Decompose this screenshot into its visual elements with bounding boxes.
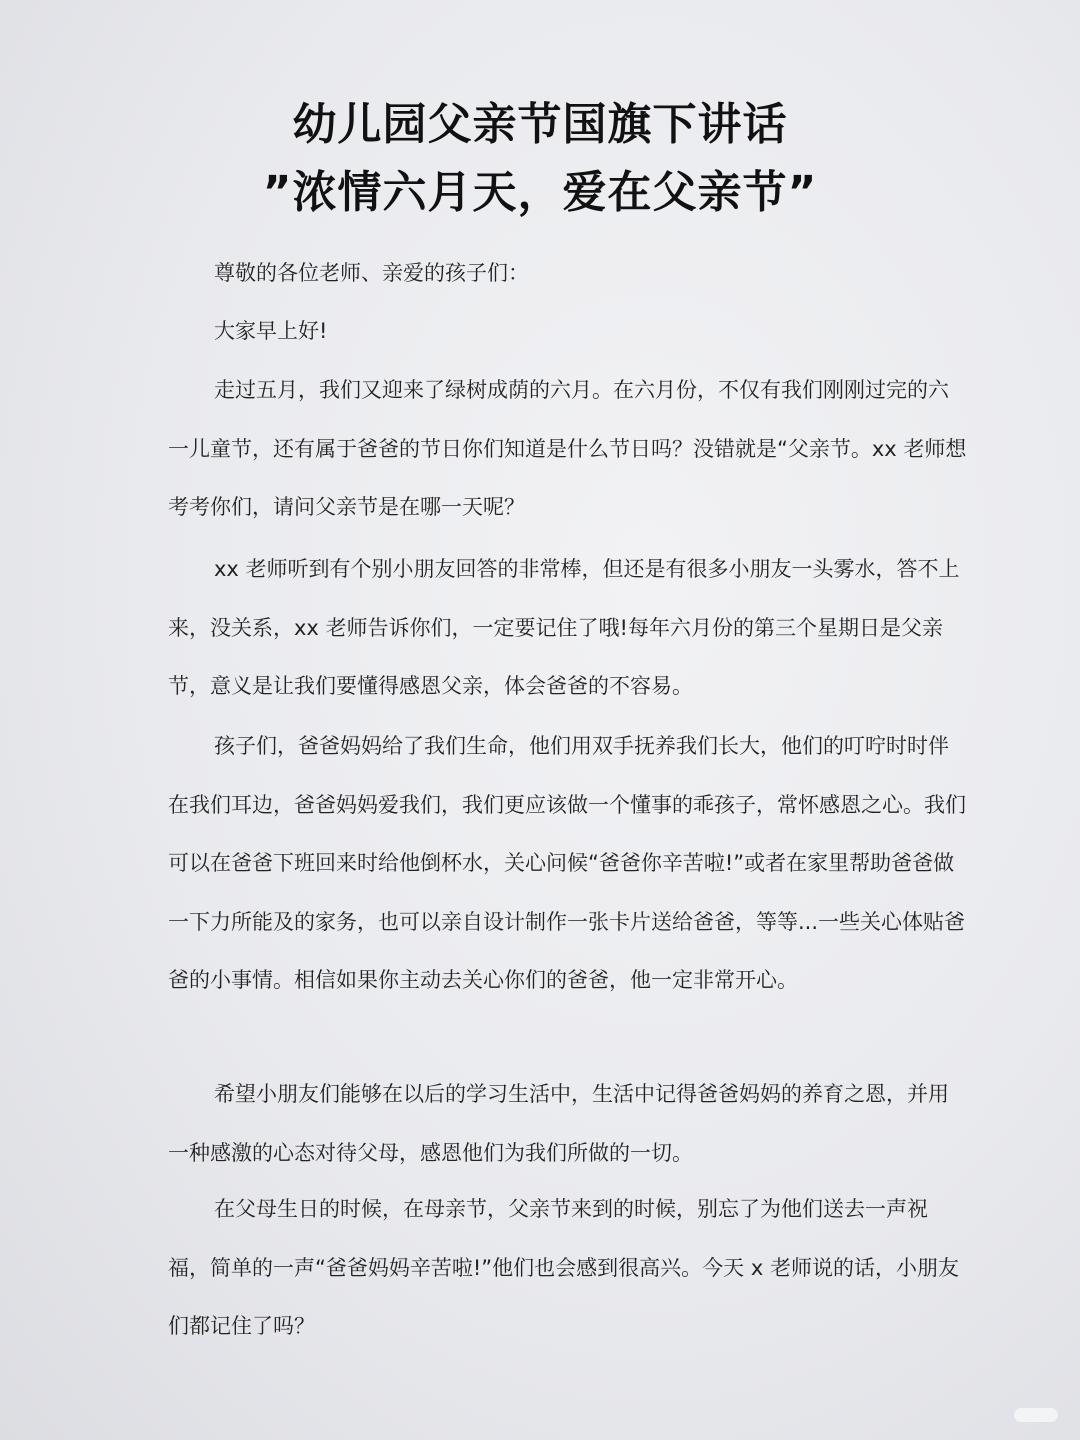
paragraph-1: 走过五月，我们又迎来了绿树成荫的六月。在六月份，不仅有我们刚刚过完的六一儿童节，还有属于爸爸的节日你们知道是什么节日吗？没错就是“父亲节。xx 老师想考考你们，请问父亲节是在哪一天呢？ [168, 378, 967, 519]
document-subtitle: ”浓情六月天，爱在父亲节” [262, 167, 818, 218]
paragraph-4: 希望小朋友们能够在以后的学习生活中，生活中记得爸爸妈妈的养育之恩，并用一种感激的心态对待父母，感恩他们为我们所做的一切。 [168, 1082, 949, 1165]
salutation: 尊敬的各位老师、亲爱的孩子们： [214, 261, 529, 285]
document-title: 幼儿园父亲节国旗下讲话 [292, 99, 788, 150]
watermark-badge [1014, 1408, 1058, 1422]
paragraph-3: 孩子们，爸爸妈妈给了我们生命，他们用双手抚养我们长大，他们的叮咛时时伴在我们耳边，爸爸妈妈爱我们，我们更应该做一个懂事的乖孩子，常怀感恩之心。我们可以在爸爸下班回来时给他倒杯水，关心问候“爸爸你辛苦啦!”或者在家里帮助爸爸做一下力所能及的家务，也可以亲自设计制作一张卡片送给爸爸，等等...一些关心体贴爸爸的小事情。相信如果你主动去关心你们的爸爸，他一定非常开心。 [168, 734, 966, 992]
paragraph-2: xx 老师听到有个别小朋友回答的非常棒，但还是有很多小朋友一头雾水，答不上来，没关系，xx 老师告诉你们，一定要记住了哦!每年六月份的第三个星期日是父亲节，意义是让我们要懂得感恩父亲，体会爸爸的不容易。 [168, 557, 960, 698]
greeting: 大家早上好! [214, 319, 328, 343]
paragraph-5: 在父母生日的时候，在母亲节，父亲节来到的时候，别忘了为他们送去一声祝福，简单的一声“爸爸妈妈辛苦啦!”他们也会感到很高兴。今天 x 老师说的话，小朋友们都记住了吗？ [168, 1197, 959, 1338]
